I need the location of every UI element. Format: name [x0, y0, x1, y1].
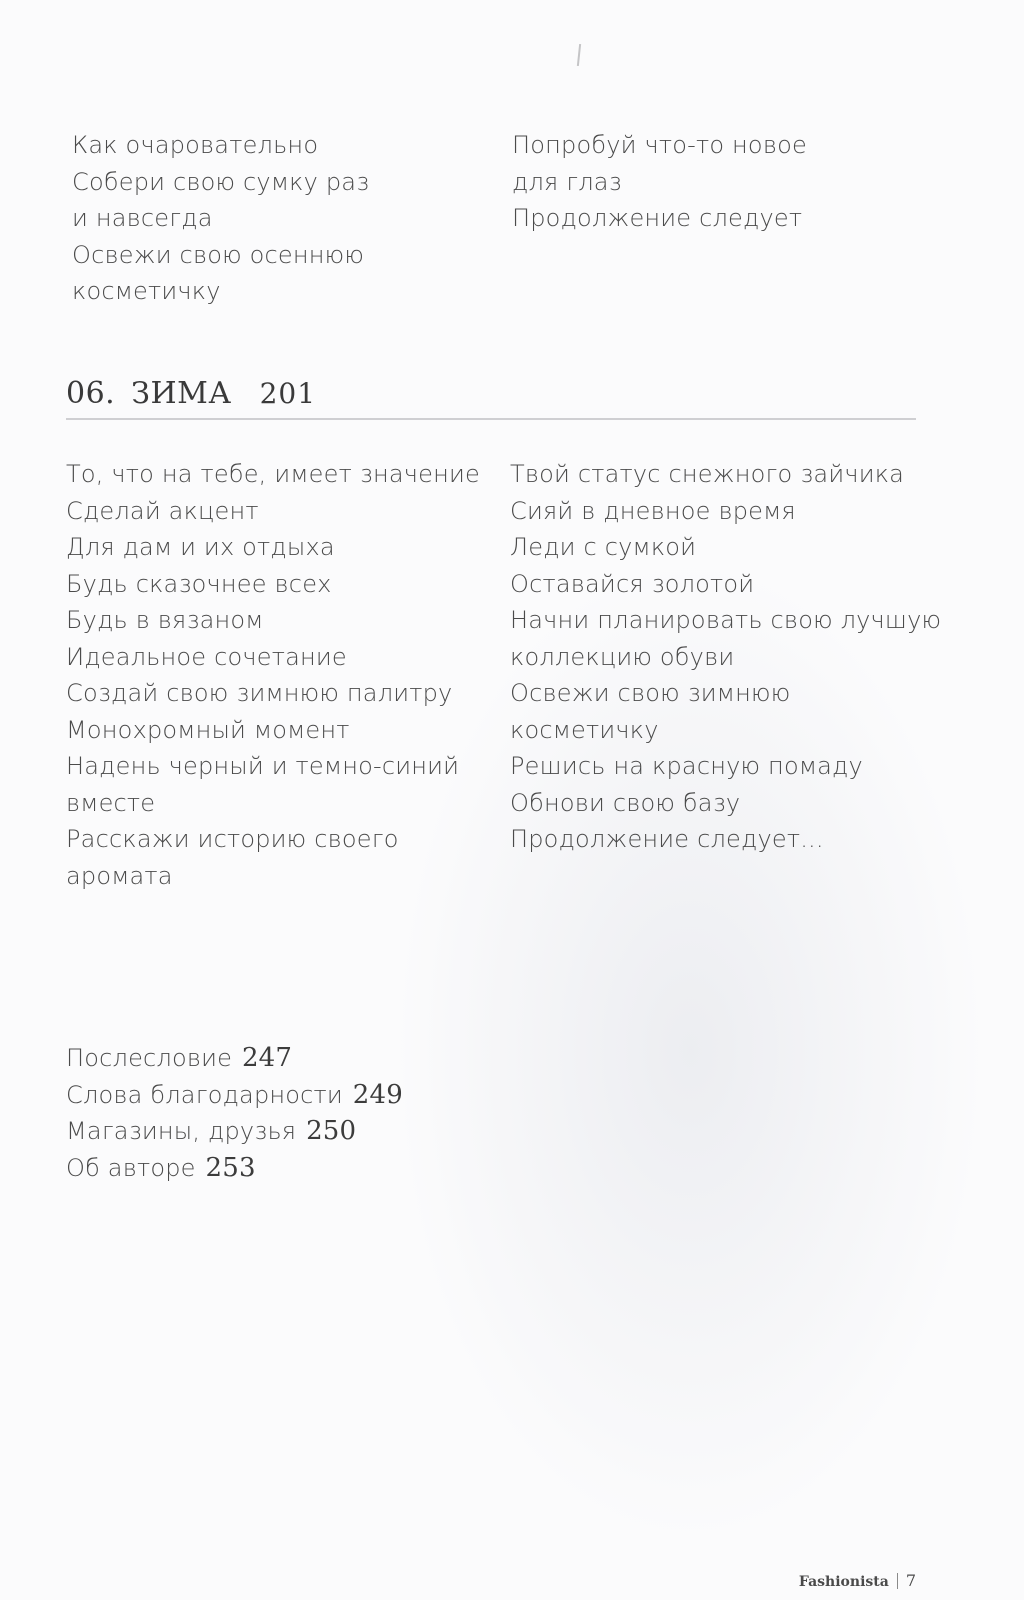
toc-entry-text: Продолжение следует... [510, 825, 824, 853]
toc-entry [510, 748, 941, 785]
toc-entry [510, 566, 941, 603]
toc-entry-text: Сделай акцент [66, 496, 259, 525]
toc-entry-continuation: косметичку [72, 277, 221, 305]
section-divider [66, 418, 916, 420]
toc-entry-continuation: косметичку [510, 715, 659, 744]
toc-entry [66, 748, 480, 821]
toc-entry [512, 200, 807, 237]
toc-entry-text: Твой статус снежного зайчика [510, 460, 905, 488]
toc-entry-continuation: и навсегда [72, 204, 213, 232]
toc-entry-text: Как очаровательно [72, 131, 319, 159]
toc-entry [66, 456, 480, 493]
toc-entry-text: Попробуй что-то новое [512, 131, 807, 159]
toc-entry [66, 566, 480, 603]
toc-entry-text: То, что на тебе, имеет значение [66, 460, 480, 488]
toc-entry [66, 712, 480, 749]
section-number: 06. [66, 376, 116, 411]
toc-autumn-left-column [72, 127, 369, 310]
toc-entry [510, 602, 941, 675]
toc-entry-text: Расскажи историю своего [66, 825, 399, 853]
section-page-number: 201 [259, 377, 317, 410]
toc-back-matter [66, 1040, 403, 1186]
back-matter-entry [66, 1150, 403, 1187]
back-matter-page-number: 250 [306, 1116, 357, 1146]
back-matter-page-number: 249 [352, 1079, 404, 1110]
footer-book-title: Fashionista [798, 1574, 889, 1590]
toc-entry [72, 127, 369, 164]
toc-entry-continuation: для глаз [512, 167, 622, 196]
toc-entry-text: Надень черный и темно-синий [66, 752, 460, 780]
back-matter-label: Послесловие [66, 1044, 233, 1072]
back-matter-label: Об авторе [66, 1153, 196, 1182]
running-footer [799, 1571, 916, 1590]
toc-entry [66, 493, 480, 530]
toc-entry-text: Освежи свою осеннюю [72, 240, 365, 269]
back-matter-label: Слова благодарности [66, 1080, 343, 1109]
toc-entry [72, 164, 369, 237]
toc-entry-text: Леди с сумкой [510, 533, 697, 561]
toc-entry [66, 639, 480, 676]
back-matter-entry [66, 1113, 403, 1150]
toc-winter-left-column [66, 456, 480, 894]
toc-entry-continuation: аромата [66, 861, 173, 890]
toc-entry [510, 821, 941, 858]
toc-entry-text: Освежи свою зимнюю [510, 679, 791, 707]
toc-autumn-right-column [512, 127, 807, 237]
toc-entry-text: Для дам и их отдыха [66, 533, 335, 561]
toc-entry-text: Монохромный момент [66, 715, 350, 744]
toc-entry-text: Будь сказочнее всех [66, 569, 332, 598]
footer-separator [897, 1573, 898, 1589]
toc-entry-text: Собери свою сумку раз [72, 167, 370, 196]
print-mark [577, 44, 581, 66]
toc-entry [510, 785, 941, 822]
footer-page-number: 7 [905, 1571, 916, 1590]
toc-entry [510, 456, 941, 493]
back-matter-entry [66, 1040, 403, 1077]
toc-entry-text: Создай свою зимнюю палитру [66, 679, 453, 707]
toc-entry [66, 675, 480, 712]
toc-entry-text: Продолжение следует [512, 204, 803, 232]
toc-entry-continuation: коллекцию обуви [510, 642, 735, 671]
section-title: ЗИМА [131, 376, 232, 411]
section-heading-winter [66, 376, 316, 411]
back-matter-entry [66, 1077, 403, 1114]
toc-entry [510, 529, 941, 566]
toc-entry-text: Оставайся золотой [510, 569, 755, 598]
toc-winter-right-column [510, 456, 941, 858]
toc-entry [66, 821, 480, 894]
toc-entry [72, 237, 369, 310]
toc-entry-text: Обнови свою базу [510, 788, 741, 817]
toc-entry-text: Идеальное сочетание [66, 642, 347, 671]
toc-entry [66, 529, 480, 566]
toc-entry [66, 602, 480, 639]
toc-entry-text: Начни планировать свою лучшую [510, 606, 942, 634]
back-matter-page-number: 253 [205, 1152, 256, 1183]
toc-entry [512, 127, 807, 200]
toc-entry [510, 493, 941, 530]
toc-entry [510, 675, 941, 748]
back-matter-page-number: 247 [241, 1043, 293, 1073]
toc-entry-text: Решись на красную помаду [510, 752, 863, 780]
back-matter-label: Магазины, друзья [66, 1117, 297, 1145]
toc-entry-text: Будь в вязаном [66, 606, 264, 634]
toc-entry-continuation: вместе [66, 788, 156, 817]
toc-entry-text: Сияй в дневное время [510, 496, 796, 525]
